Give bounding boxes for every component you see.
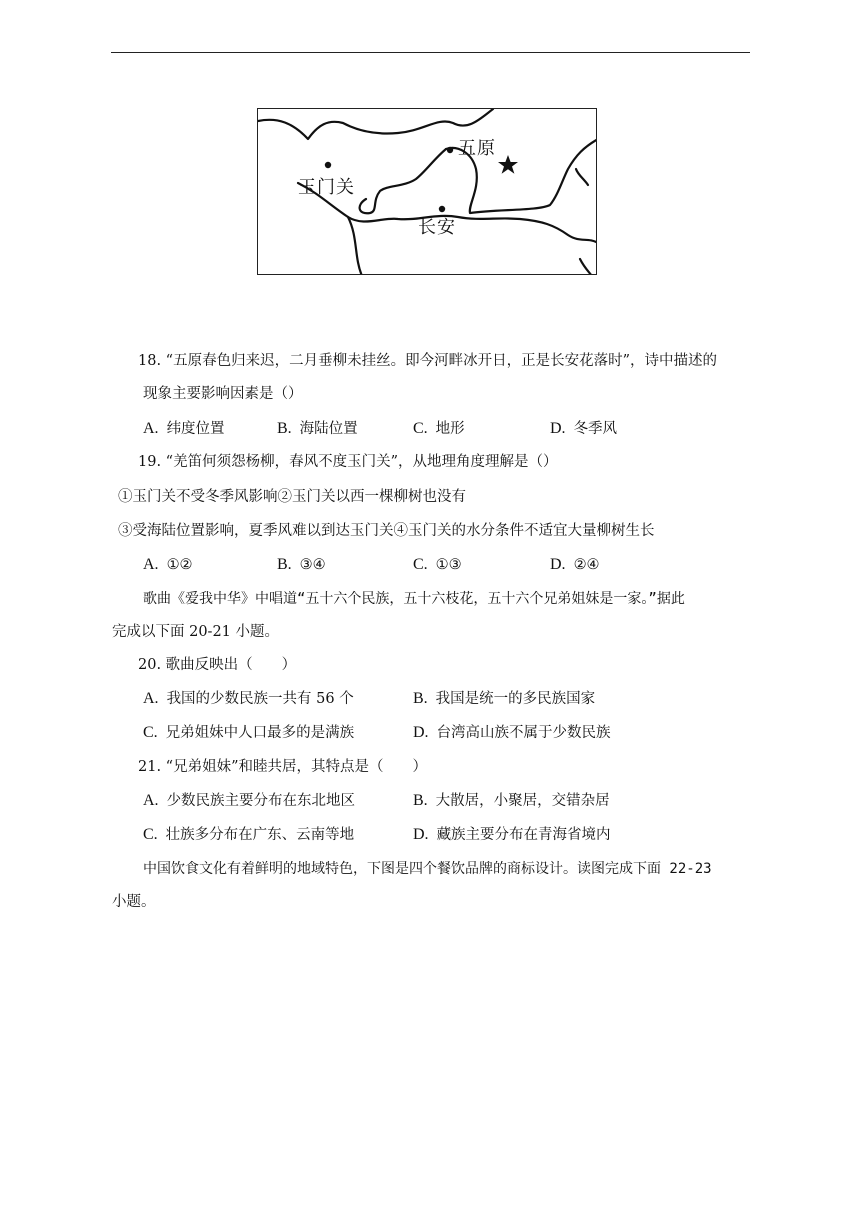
- q21-option-a: A. 少数民族主要分布在东北地区: [143, 792, 356, 809]
- q19-option-d: D. ②④: [550, 556, 600, 573]
- q20-stem: 20. 歌曲反映出（ ）: [138, 657, 297, 673]
- q19-statement-1: ①玉门关不受冬季风影响②玉门关以西一棵柳树也没有: [118, 489, 466, 505]
- q21-stem: 21. “兄弟姐妹”和睦共居，其特点是（ ）: [138, 759, 427, 775]
- q18-option-a: A. 纬度位置: [143, 420, 225, 437]
- map-label-changan: 长安: [418, 217, 456, 238]
- food-intro-line2: 小题。: [112, 894, 156, 910]
- food-intro-line1: 中国饮食文化有着鲜明的地域特色，下图是四个餐饮品牌的商标设计。读图完成下面 22-23: [143, 861, 712, 877]
- q18-stem-line1: 18. “五原春色归来迟，二月垂柳未挂丝。即今河畔冰开日，正是长安花落时”，诗中描述的: [138, 353, 717, 369]
- q19-option-b: B. ③④: [277, 556, 326, 573]
- q21-option-b: B. 大散居，小聚居，交错杂居: [413, 792, 610, 809]
- q19-statement-2: ③受海陆位置影响，夏季风难以到达玉门关④玉门关的水分条件不适宜大量柳树生长: [118, 523, 655, 539]
- song-intro-line2: 完成以下面 20-21 小题。: [112, 624, 280, 640]
- q20-option-b: B. 我国是统一的多民族国家: [413, 690, 596, 707]
- q21-option-d: D. 藏族主要分布在青海省境内: [413, 826, 611, 843]
- map-figure: [257, 108, 597, 275]
- q18-option-b: B. 海陆位置: [277, 420, 358, 437]
- changan-dot: [439, 206, 445, 212]
- map-label-wuyuan: 五原: [458, 138, 496, 159]
- q19-option-c: C. ①③: [413, 556, 462, 573]
- q19-option-a: A. ①②: [143, 556, 193, 573]
- q20-option-a: A. 我国的少数民族一共有 56 个: [143, 690, 354, 707]
- q18-option-d: D. 冬季风: [550, 420, 618, 437]
- wuyuan-dot: [447, 147, 453, 153]
- q20-option-d: D. 台湾高山族不属于少数民族: [413, 724, 611, 741]
- star-icon: [498, 155, 518, 174]
- map-label-yumenguan: 玉门关: [298, 177, 355, 198]
- header-rule: [111, 52, 750, 53]
- q19-stem: 19. “羌笛何须怨杨柳，春风不度玉门关”，从地理角度理解是（）: [138, 454, 558, 470]
- song-intro-line1: 歌曲《爱我中华》中唱道“五十六个民族，五十六枝花，五十六个兄弟姐妹是一家。”据此: [143, 591, 685, 607]
- q18-option-c: C. 地形: [413, 420, 465, 437]
- q20-option-c: C. 兄弟姐妹中人口最多的是满族: [143, 724, 355, 741]
- yumenguan-dot: [325, 162, 331, 168]
- q18-stem-line2: 现象主要影响因素是（）: [143, 386, 303, 402]
- q21-option-c: C. 壮族多分布在广东、云南等地: [143, 826, 355, 843]
